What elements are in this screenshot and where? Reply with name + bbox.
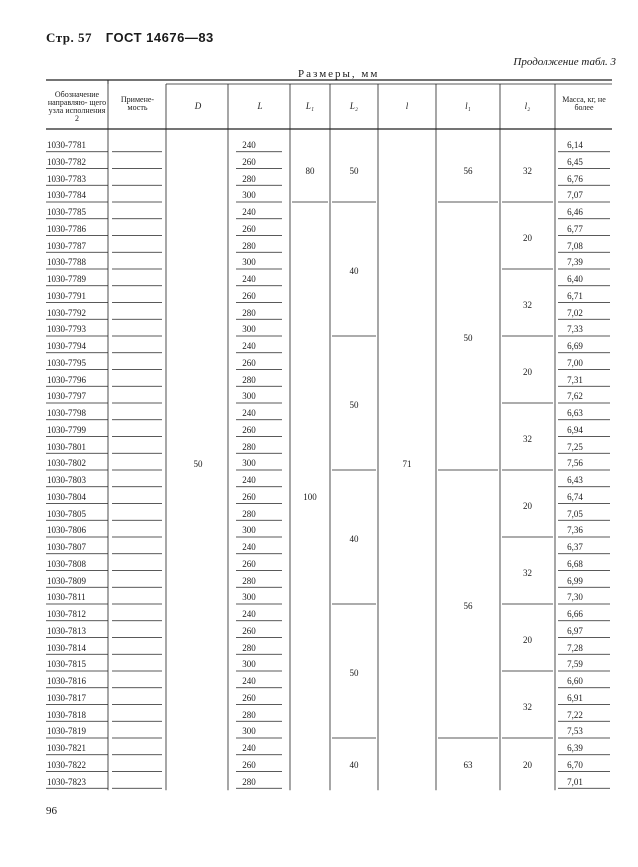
merged-l1-value: 50 (463, 333, 473, 343)
merged-l-value: 71 (402, 458, 412, 469)
row-mass-value: 6,74 (567, 491, 583, 502)
row-mass-value: 7,07 (567, 190, 583, 201)
row-mass-value: 6,46 (567, 207, 583, 217)
row-L-value: 240 (242, 207, 256, 217)
merged-l2-value: 32 (523, 433, 532, 444)
row-designation: 1030-7799 (47, 424, 86, 435)
row-L-value: 260 (242, 156, 256, 167)
row-mass-value: 7,33 (567, 324, 583, 335)
row-designation: 1030-7823 (47, 776, 86, 787)
row-designation: 1030-7813 (47, 625, 86, 636)
row-mass-value: 7,36 (567, 525, 583, 536)
row-L-value: 240 (242, 408, 256, 418)
row-designation: 1030-7821 (47, 743, 86, 753)
row-L-value: 240 (242, 609, 256, 619)
row-L-value: 280 (242, 374, 256, 385)
row-designation: 1030-7786 (47, 223, 86, 234)
row-L-value: 280 (242, 441, 256, 452)
row-designation: 1030-7809 (47, 575, 86, 586)
row-mass-value: 7,39 (567, 257, 583, 268)
row-L-value: 260 (242, 357, 256, 368)
row-designation: 1030-7798 (47, 408, 86, 418)
merged-l2-value: 20 (523, 500, 532, 511)
row-designation: 1030-7785 (47, 207, 86, 217)
merged-l2-value: 50 (349, 400, 359, 410)
col-header-D: D (194, 101, 202, 111)
row-mass-value: 7,25 (567, 441, 583, 452)
col-header-L2: L₂ (349, 101, 359, 111)
merged-l1-value: 56 (463, 165, 473, 176)
col-header-l: l (405, 101, 409, 111)
row-designation: 1030-7811 (47, 592, 86, 603)
row-mass-value: 7,01 (567, 776, 583, 787)
row-mass-value: 6,68 (567, 558, 583, 569)
row-mass-value: 7,56 (567, 458, 583, 469)
row-L-value: 260 (242, 759, 256, 770)
row-designation: 1030-7789 (47, 274, 86, 284)
row-designation: 1030-7793 (47, 324, 86, 335)
merged-l2-value: 20 (523, 366, 532, 377)
row-L-value: 240 (242, 140, 256, 150)
row-L-value: 300 (242, 324, 256, 335)
row-mass-value: 7,02 (567, 307, 583, 318)
row-L-value: 280 (242, 508, 256, 519)
row-mass-value: 6,97 (567, 625, 583, 636)
row-L-value: 280 (242, 709, 256, 720)
row-L-value: 260 (242, 290, 256, 301)
row-L-value: 300 (242, 391, 256, 402)
row-designation: 1030-7815 (47, 659, 86, 670)
row-L-value: 260 (242, 625, 256, 636)
row-designation: 1030-7805 (47, 508, 86, 519)
row-designation: 1030-7806 (47, 525, 86, 536)
merged-l2-value: 32 (523, 299, 532, 310)
merged-l1-value: 80 (305, 165, 315, 176)
row-L-value: 240 (242, 341, 256, 351)
standard-number: ГОСТ 14676—83 (105, 30, 214, 45)
col-header-L1: L₁ (305, 101, 315, 111)
row-designation: 1030-7792 (47, 307, 86, 318)
row-designation: 1030-7796 (47, 374, 86, 385)
row-mass-value: 6,69 (567, 341, 583, 351)
row-mass-value: 7,05 (567, 508, 583, 519)
row-mass-value: 6,76 (567, 173, 583, 184)
row-designation: 1030-7795 (47, 357, 86, 368)
row-mass-value: 6,71 (567, 290, 583, 301)
row-designation: 1030-7819 (47, 726, 86, 737)
row-designation: 1030-7791 (47, 290, 86, 301)
col-header-application: Примене- мость (120, 95, 155, 112)
row-mass-value: 7,30 (567, 592, 583, 603)
merged-l2-value: 20 (523, 232, 532, 243)
merged-l2-value: 32 (523, 701, 532, 712)
page-number: 96 (46, 805, 57, 817)
row-designation: 1030-7818 (47, 709, 86, 720)
row-designation: 1030-7781 (47, 140, 86, 150)
row-mass-value: 6,40 (567, 274, 583, 284)
row-mass-value: 6,14 (567, 140, 583, 150)
row-designation: 1030-7812 (47, 609, 86, 619)
row-mass-value: 7,08 (567, 240, 583, 251)
merged-l2-value: 40 (349, 760, 359, 771)
row-L-value: 300 (242, 458, 256, 469)
row-designation: 1030-7784 (47, 190, 86, 201)
row-L-value: 280 (242, 575, 256, 586)
row-mass-value: 7,53 (567, 726, 583, 737)
merged-l2-value: 40 (349, 534, 359, 544)
row-designation: 1030-7816 (47, 676, 86, 686)
col-header-l1: l₁ (465, 101, 471, 111)
row-mass-value: 6,60 (567, 676, 583, 686)
row-L-value: 280 (242, 240, 256, 251)
row-mass-value: 7,00 (567, 357, 583, 368)
row-designation: 1030-7801 (47, 441, 86, 452)
merged-l2-value: 50 (349, 668, 359, 678)
row-designation: 1030-7803 (47, 475, 86, 485)
group-header-dimensions: Размеры, мм (298, 68, 380, 80)
row-mass-value: 7,28 (567, 642, 583, 653)
merged-l2-value: 32 (523, 567, 532, 578)
row-mass-value: 6,94 (567, 424, 583, 435)
row-designation: 1030-7782 (47, 156, 86, 167)
merged-l2-value: 20 (523, 760, 532, 771)
merged-l1-value: 100 (303, 492, 317, 503)
merged-l1-value: 56 (463, 601, 473, 611)
merged-l2-value: 40 (349, 266, 359, 276)
row-mass-value: 6,45 (567, 156, 583, 167)
row-L-value: 240 (242, 542, 256, 552)
row-mass-value: 6,99 (567, 575, 583, 586)
row-L-value: 260 (242, 424, 256, 435)
row-L-value: 300 (242, 659, 256, 670)
row-L-value: 280 (242, 642, 256, 653)
row-L-value: 300 (242, 190, 256, 201)
row-mass-value: 6,43 (567, 475, 583, 485)
row-L-value: 260 (242, 692, 256, 703)
merged-d-value: 50 (193, 458, 203, 469)
row-mass-value: 6,39 (567, 743, 583, 753)
row-mass-value: 7,59 (567, 659, 583, 670)
row-L-value: 300 (242, 592, 256, 603)
row-L-value: 240 (242, 274, 256, 284)
row-designation: 1030-7787 (47, 240, 86, 251)
row-mass-value: 6,77 (567, 223, 583, 234)
col-header-mass: Масса, кг, не более (562, 95, 606, 112)
row-L-value: 240 (242, 475, 256, 485)
row-mass-value: 6,91 (567, 692, 583, 703)
col-header-L: L (257, 101, 263, 111)
row-L-value: 300 (242, 525, 256, 536)
row-L-value: 280 (242, 307, 256, 318)
row-mass-value: 6,63 (567, 408, 583, 418)
table-continuation-note: Продолжение табл. 3 (513, 56, 616, 68)
merged-l2-value: 20 (523, 634, 532, 645)
row-mass-value: 7,22 (567, 709, 583, 720)
row-designation: 1030-7817 (47, 692, 86, 703)
row-designation: 1030-7783 (47, 173, 86, 184)
row-designation: 1030-7788 (47, 257, 86, 268)
row-designation: 1030-7797 (47, 391, 86, 402)
row-L-value: 240 (242, 743, 256, 753)
col-header-designation: Обозначение направляю- щего узла исполнения 2 (47, 90, 107, 123)
row-L-value: 260 (242, 558, 256, 569)
row-designation: 1030-7807 (47, 542, 86, 552)
merged-l1-value: 63 (463, 760, 473, 771)
row-mass-value: 6,66 (567, 609, 583, 619)
row-designation: 1030-7794 (47, 341, 86, 351)
row-designation: 1030-7814 (47, 642, 86, 653)
merged-l2-value: 50 (349, 165, 359, 176)
col-header-l2: l₂ (524, 101, 531, 111)
page-label: Стр. 57 (46, 30, 92, 45)
row-L-value: 300 (242, 726, 256, 737)
row-L-value: 300 (242, 257, 256, 268)
row-L-value: 240 (242, 676, 256, 686)
row-mass-value: 7,62 (567, 391, 583, 402)
row-L-value: 260 (242, 491, 256, 502)
row-designation: 1030-7804 (47, 491, 86, 502)
row-designation: 1030-7808 (47, 558, 86, 569)
row-designation: 1030-7822 (47, 759, 86, 770)
row-mass-value: 6,70 (567, 759, 583, 770)
row-mass-value: 7,31 (567, 374, 583, 385)
row-mass-value: 6,37 (567, 542, 583, 552)
row-L-value: 280 (242, 173, 256, 184)
row-L-value: 260 (242, 223, 256, 234)
row-L-value: 280 (242, 776, 256, 787)
row-designation: 1030-7802 (47, 458, 86, 469)
merged-l2-value: 32 (523, 165, 532, 176)
